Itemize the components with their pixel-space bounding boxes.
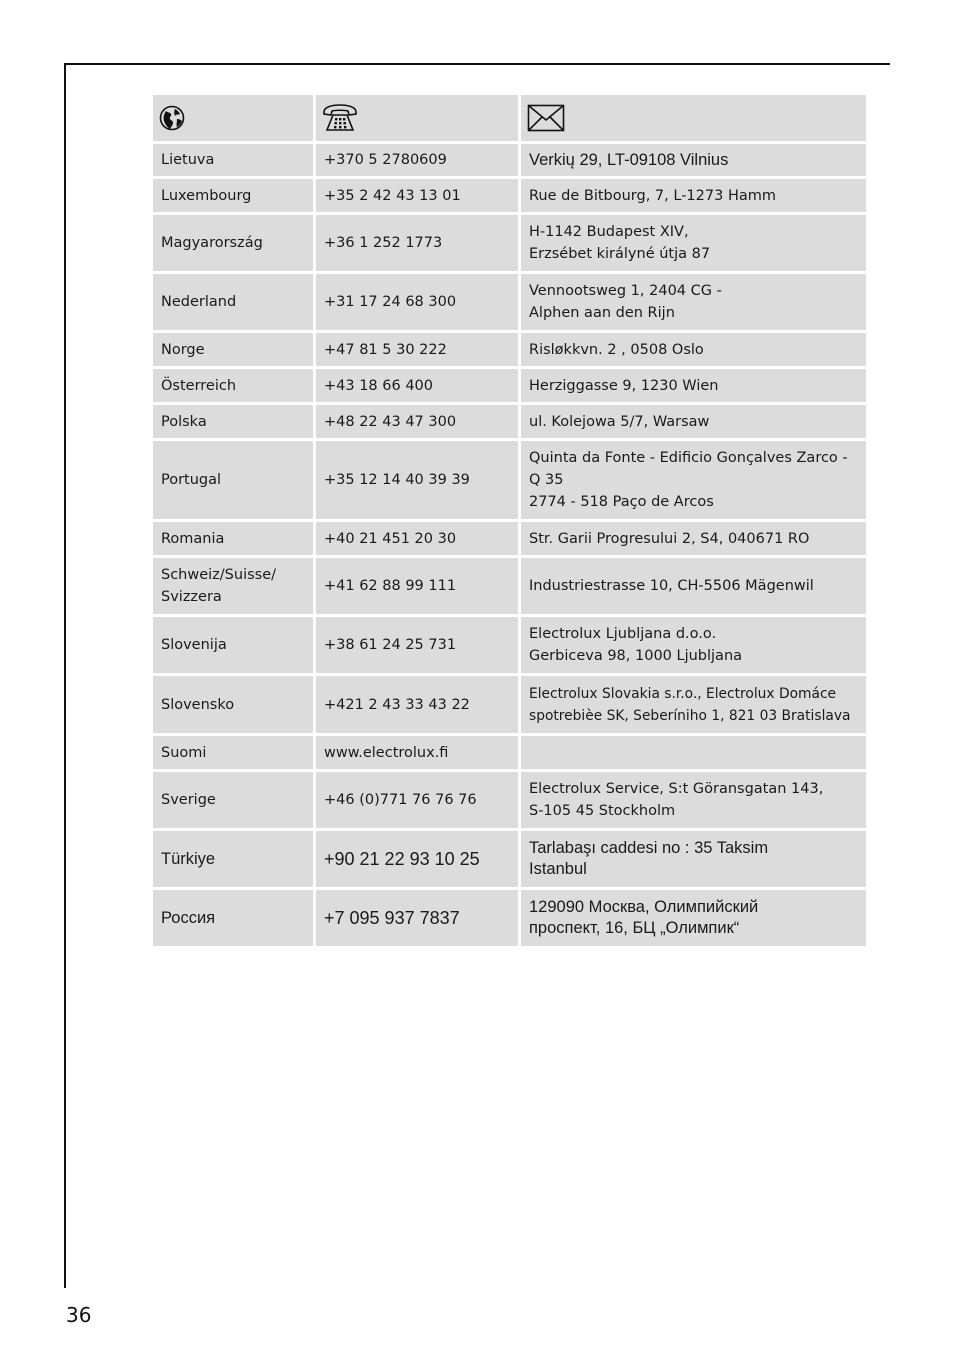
phone-cell: +35 12 14 40 39 39 (316, 441, 518, 519)
country-cell: Türkiye (153, 831, 313, 887)
address-cell: Electrolux Service, S:t Göransgatan 143, S-105 45 Stockholm (521, 772, 866, 828)
table-row (153, 441, 866, 519)
table-row (153, 274, 866, 330)
country-cell: Schweiz/Suisse/ Svizzera (153, 558, 313, 614)
phone-cell: +38 61 24 25 731 (316, 617, 518, 673)
phone-cell: +36 1 252 1773 (316, 215, 518, 271)
address-cell: Vennootsweg 1, 2404 CG - Alphen aan den Rijn (521, 274, 866, 330)
phone-cell: +31 17 24 68 300 (316, 274, 518, 330)
country-cell: Portugal (153, 441, 313, 519)
table-header (153, 95, 866, 141)
address-cell: Verkių 29, LT-09108 Vilnius (521, 144, 866, 176)
table-row (153, 333, 866, 366)
address-cell: Herziggasse 9, 1230 Wien (521, 369, 866, 402)
table-row (153, 369, 866, 402)
address-cell: Tarlabaşı caddesi no : 35 Taksim Istanbul (521, 831, 866, 887)
table-row (153, 831, 866, 887)
phone-cell: +41 62 88 99 111 (316, 558, 518, 614)
table-row (153, 405, 866, 438)
phone-cell: +46 (0)771 76 76 76 (316, 772, 518, 828)
table-row (153, 144, 866, 176)
country-cell: Norge (153, 333, 313, 366)
address-cell: H-1142 Budapest XIV, Erzsébet királyné útja 87 (521, 215, 866, 271)
page-number: 36 (66, 1303, 92, 1327)
table-row (153, 676, 866, 733)
table-row (153, 558, 866, 614)
table-row (153, 179, 866, 212)
phone-cell: +7 095 937 7837 (316, 890, 518, 946)
phone-cell: +421 2 43 33 43 22 (316, 676, 518, 733)
phone-cell: +40 21 451 20 30 (316, 522, 518, 555)
phone-cell: www.electrolux.fi (316, 736, 518, 769)
address-cell: Electrolux Slovakia s.r.o., Electrolux Domáce spotrebièe SK, Seberíniho 1, 821 03 Bratislava (521, 676, 866, 733)
country-cell: Nederland (153, 274, 313, 330)
country-cell: Lietuva (153, 144, 313, 176)
address-cell: Industriestrasse 10, CH-5506 Mägenwil (521, 558, 866, 614)
header-address (521, 95, 866, 141)
country-cell: Magyarország (153, 215, 313, 271)
address-cell: 129090 Москва, Олимпийский проспект, 16, БЦ „Олимпик“ (521, 890, 866, 946)
telephone-icon (322, 103, 358, 133)
globe-icon (159, 105, 185, 131)
address-cell (521, 736, 866, 769)
envelope-icon (527, 104, 565, 132)
header-country (153, 95, 313, 141)
table-row (153, 215, 866, 271)
address-cell: Electrolux Ljubljana d.o.o. Gerbiceva 98, 1000 Ljubljana (521, 617, 866, 673)
country-cell: Luxembourg (153, 179, 313, 212)
phone-cell: +48 22 43 47 300 (316, 405, 518, 438)
address-cell: Risløkkvn. 2 , 0508 Oslo (521, 333, 866, 366)
frame-left-rule (64, 63, 66, 1288)
table-row (153, 617, 866, 673)
address-cell: Rue de Bitbourg, 7, L-1273 Hamm (521, 179, 866, 212)
address-cell: Str. Garii Progresului 2, S4, 040671 RO (521, 522, 866, 555)
header-phone (316, 95, 518, 141)
phone-cell: +370 5 2780609 (316, 144, 518, 176)
frame-top-rule (64, 63, 890, 65)
phone-cell: +90 21 22 93 10 25 (316, 831, 518, 887)
country-cell: Slovenija (153, 617, 313, 673)
table-row (153, 522, 866, 555)
contact-table (153, 95, 866, 949)
table-row (153, 890, 866, 946)
country-cell: Österreich (153, 369, 313, 402)
country-cell: Sverige (153, 772, 313, 828)
country-cell: Slovensko (153, 676, 313, 733)
phone-cell: +43 18 66 400 (316, 369, 518, 402)
address-cell: Quinta da Fonte - Edificio Gonçalves Zarco - Q 35 2774 - 518 Paço de Arcos (521, 441, 866, 519)
address-cell: ul. Kolejowa 5/7, Warsaw (521, 405, 866, 438)
country-cell: Romania (153, 522, 313, 555)
country-cell: Россия (153, 890, 313, 946)
country-cell: Polska (153, 405, 313, 438)
table-row (153, 772, 866, 828)
table-row (153, 736, 866, 769)
phone-cell: +35 2 42 43 13 01 (316, 179, 518, 212)
country-cell: Suomi (153, 736, 313, 769)
phone-cell: +47 81 5 30 222 (316, 333, 518, 366)
